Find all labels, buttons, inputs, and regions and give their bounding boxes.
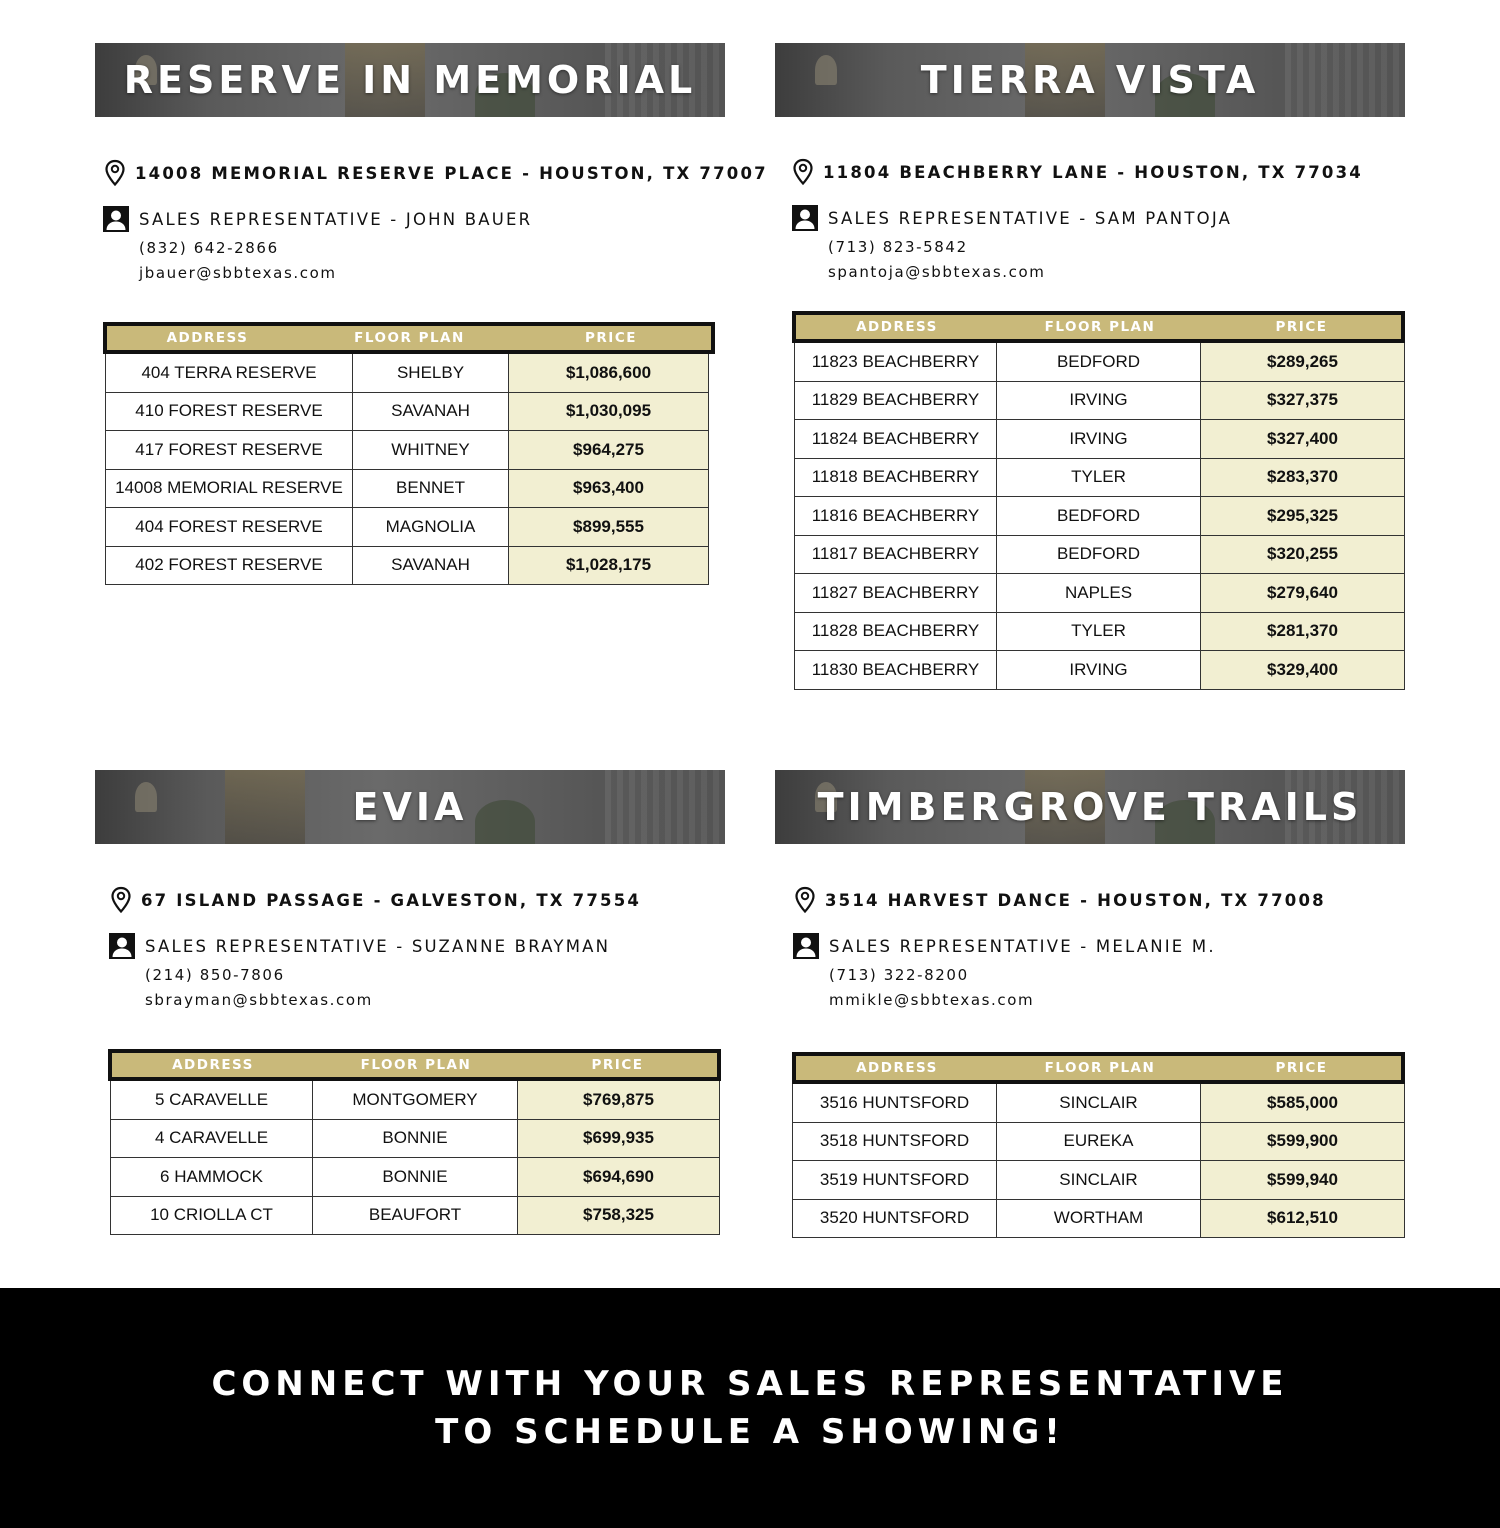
cell-price: $279,640 [1201, 574, 1404, 612]
sales-rep-email[interactable]: spantoja@sbbtexas.com [828, 263, 1046, 281]
community-address: 67 ISLAND PASSAGE - GALVESTON, TX 77554 [141, 890, 642, 910]
cell-floor-plan: BEDFORD [997, 343, 1201, 381]
cell-address: 11818 BEACHBERRY [795, 459, 997, 497]
pricing-table [108, 1049, 721, 1235]
cell-price: $1,028,175 [509, 547, 708, 585]
cell-price: $1,086,600 [509, 354, 708, 392]
cell-floor-plan: NAPLES [997, 574, 1201, 612]
cell-price: $320,255 [1201, 536, 1404, 574]
address-line [791, 158, 1363, 186]
community-banner [775, 43, 1405, 117]
person-icon [109, 933, 135, 959]
sales-rep-email[interactable]: mmikle@sbbtexas.com [829, 991, 1035, 1009]
address-line [109, 886, 641, 914]
cell-floor-plan: BEDFORD [997, 497, 1201, 535]
cell-floor-plan: BONNIE [313, 1120, 518, 1158]
table-row [106, 431, 708, 470]
community-address: 14008 MEMORIAL RESERVE PLACE - HOUSTON, TX 77007 [135, 163, 768, 183]
sales-rep-email[interactable]: jbauer@sbbtexas.com [139, 264, 337, 282]
table-row [106, 508, 708, 547]
table-row [795, 497, 1404, 536]
cell-price: $963,400 [509, 470, 708, 508]
cell-price: $758,325 [518, 1197, 719, 1235]
table-row [106, 393, 708, 432]
community-address: 3514 HARVEST DANCE - HOUSTON, TX 77008 [825, 890, 1326, 910]
table-row [795, 574, 1404, 613]
table-row [111, 1120, 719, 1159]
sales-rep-email[interactable]: sbrayman@sbbtexas.com [145, 991, 373, 1009]
cell-floor-plan: BENNET [353, 470, 509, 508]
cell-address: 10 CRIOLLA CT [111, 1197, 313, 1235]
cell-floor-plan: SAVANAH [353, 547, 509, 585]
header-price: PRICE [585, 330, 637, 346]
table-header [792, 311, 1405, 343]
sales-rep-phone[interactable]: (832) 642-2866 [139, 239, 279, 257]
cell-floor-plan: SINCLAIR [997, 1161, 1201, 1199]
cell-address: 11823 BEACHBERRY [795, 343, 997, 381]
location-pin-icon [793, 886, 817, 914]
cell-address: 14008 MEMORIAL RESERVE [106, 470, 353, 508]
cell-floor-plan: IRVING [997, 420, 1201, 458]
community-banner [95, 770, 725, 844]
cell-address: 417 FOREST RESERVE [106, 431, 353, 469]
footer-line-2: TO SCHEDULE A SHOWING! [435, 1412, 1065, 1452]
table-row [111, 1197, 719, 1236]
community-evia [95, 770, 725, 1225]
table-row [795, 420, 1404, 459]
cell-floor-plan: IRVING [997, 382, 1201, 420]
cell-address: 11824 BEACHBERRY [795, 420, 997, 458]
sales-rep-phone[interactable]: (214) 850-7806 [145, 966, 285, 984]
cell-address: 11816 BEACHBERRY [795, 497, 997, 535]
table-row [793, 1161, 1404, 1200]
cell-floor-plan: SAVANAH [353, 393, 509, 431]
location-pin-icon [109, 886, 133, 914]
cell-address: 11828 BEACHBERRY [795, 613, 997, 651]
table-header [108, 1049, 721, 1081]
cell-floor-plan: EUREKA [997, 1123, 1201, 1161]
table-row [106, 547, 708, 586]
sales-rep [103, 206, 532, 282]
community-address: 11804 BEACHBERRY LANE - HOUSTON, TX 77034 [823, 162, 1363, 182]
sales-rep-name: SALES REPRESENTATIVE - SUZANNE BRAYMAN [145, 936, 611, 956]
cell-price: $769,875 [518, 1081, 719, 1119]
community-title: RESERVE IN MEMORIAL [123, 58, 697, 102]
cell-floor-plan: WHITNEY [353, 431, 509, 469]
cell-address: 11830 BEACHBERRY [795, 651, 997, 689]
person-icon [792, 205, 818, 231]
header-floor-plan: FLOOR PLAN [354, 330, 465, 346]
address-line [793, 886, 1326, 914]
cell-price: $699,935 [518, 1120, 719, 1158]
cell-price: $329,400 [1201, 651, 1404, 689]
cell-floor-plan: SHELBY [353, 354, 509, 392]
cell-floor-plan: SINCLAIR [997, 1084, 1201, 1122]
table-row [793, 1084, 1404, 1123]
cell-floor-plan: MONTGOMERY [313, 1081, 518, 1119]
cell-address: 410 FOREST RESERVE [106, 393, 353, 431]
cell-address: 3516 HUNTSFORD [793, 1084, 997, 1122]
cell-address: 3520 HUNTSFORD [793, 1200, 997, 1238]
cell-price: $295,325 [1201, 497, 1404, 535]
location-pin-icon [103, 159, 127, 187]
cell-floor-plan: IRVING [997, 651, 1201, 689]
sales-rep-name: SALES REPRESENTATIVE - MELANIE M. [829, 936, 1216, 956]
footer-cta [0, 1288, 1500, 1528]
sales-rep-phone[interactable]: (713) 322-8200 [829, 966, 969, 984]
sales-rep-name: SALES REPRESENTATIVE - JOHN BAUER [139, 209, 533, 229]
table-row [106, 354, 708, 393]
table-row [795, 382, 1404, 421]
table-row [795, 536, 1404, 575]
table-row [111, 1158, 719, 1197]
cell-price: $612,510 [1201, 1200, 1404, 1238]
cell-price: $899,555 [509, 508, 708, 546]
cell-address: 5 CARAVELLE [111, 1081, 313, 1119]
table-row [106, 470, 708, 509]
table-row [795, 343, 1404, 382]
cell-floor-plan: BEAUFORT [313, 1197, 518, 1235]
community-tierra-vista [775, 43, 1405, 679]
community-banner [95, 43, 725, 117]
cell-address: 11817 BEACHBERRY [795, 536, 997, 574]
cell-price: $281,370 [1201, 613, 1404, 651]
cell-price: $327,400 [1201, 420, 1404, 458]
header-price: PRICE [1275, 1060, 1328, 1076]
cell-price: $694,690 [518, 1158, 719, 1196]
community-banner [775, 770, 1405, 844]
community-reserve-in-memorial [95, 43, 768, 575]
cell-address: 11827 BEACHBERRY [795, 574, 997, 612]
cell-price: $283,370 [1201, 459, 1404, 497]
address-line [103, 159, 768, 187]
table-row [793, 1123, 1404, 1162]
person-icon [793, 933, 819, 959]
cell-address: 404 FOREST RESERVE [106, 508, 353, 546]
cell-price: $599,940 [1201, 1161, 1404, 1199]
cell-price: $964,275 [509, 431, 708, 469]
table-header [792, 1052, 1405, 1084]
header-address: ADDRESS [856, 319, 938, 335]
sales-rep [109, 933, 610, 1009]
cell-address: 6 HAMMOCK [111, 1158, 313, 1196]
cell-price: $1,030,095 [509, 393, 708, 431]
cell-address: 402 FOREST RESERVE [106, 547, 353, 585]
header-address: ADDRESS [856, 1060, 938, 1076]
cell-price: $599,900 [1201, 1123, 1404, 1161]
table-row [795, 459, 1404, 498]
cell-floor-plan: BONNIE [313, 1158, 518, 1196]
cell-address: 3519 HUNTSFORD [793, 1161, 997, 1199]
community-title: TIERRA VISTA [920, 58, 1260, 102]
table-row [795, 613, 1404, 652]
cell-floor-plan: BEDFORD [997, 536, 1201, 574]
community-timbergrove-trails [775, 770, 1405, 1228]
cell-floor-plan: TYLER [997, 459, 1201, 497]
cell-price: $289,265 [1201, 343, 1404, 381]
community-title: EVIA [352, 785, 468, 829]
community-title: TIMBERGROVE TRAILS [817, 785, 1363, 829]
header-price: PRICE [591, 1057, 644, 1073]
header-floor-plan: FLOOR PLAN [1044, 1060, 1156, 1076]
cell-price: $585,000 [1201, 1084, 1404, 1122]
header-address: ADDRESS [172, 1057, 254, 1073]
cell-address: 3518 HUNTSFORD [793, 1123, 997, 1161]
table-row [111, 1081, 719, 1120]
cell-price: $327,375 [1201, 382, 1404, 420]
header-floor-plan: FLOOR PLAN [1044, 319, 1156, 335]
sales-rep [792, 205, 1232, 281]
table-row [793, 1200, 1404, 1239]
location-pin-icon [791, 158, 815, 186]
header-price: PRICE [1275, 319, 1328, 335]
cell-floor-plan: MAGNOLIA [353, 508, 509, 546]
cell-floor-plan: WORTHAM [997, 1200, 1201, 1238]
header-floor-plan: FLOOR PLAN [360, 1057, 472, 1073]
pricing-table [792, 1052, 1405, 1238]
person-icon [103, 206, 129, 232]
pricing-table [792, 311, 1405, 690]
cell-address: 11829 BEACHBERRY [795, 382, 997, 420]
cell-address: 404 TERRA RESERVE [106, 354, 353, 392]
pricing-table [103, 322, 715, 585]
header-address: ADDRESS [166, 330, 249, 346]
sales-rep-name: SALES REPRESENTATIVE - SAM PANTOJA [828, 208, 1233, 228]
table-row [795, 651, 1404, 690]
sales-rep [793, 933, 1216, 1009]
cell-floor-plan: TYLER [997, 613, 1201, 651]
cell-address: 4 CARAVELLE [111, 1120, 313, 1158]
footer-line-1: CONNECT WITH YOUR SALES REPRESENTATIVE [211, 1364, 1289, 1404]
table-header [103, 322, 715, 354]
sales-rep-phone[interactable]: (713) 823-5842 [828, 238, 968, 256]
